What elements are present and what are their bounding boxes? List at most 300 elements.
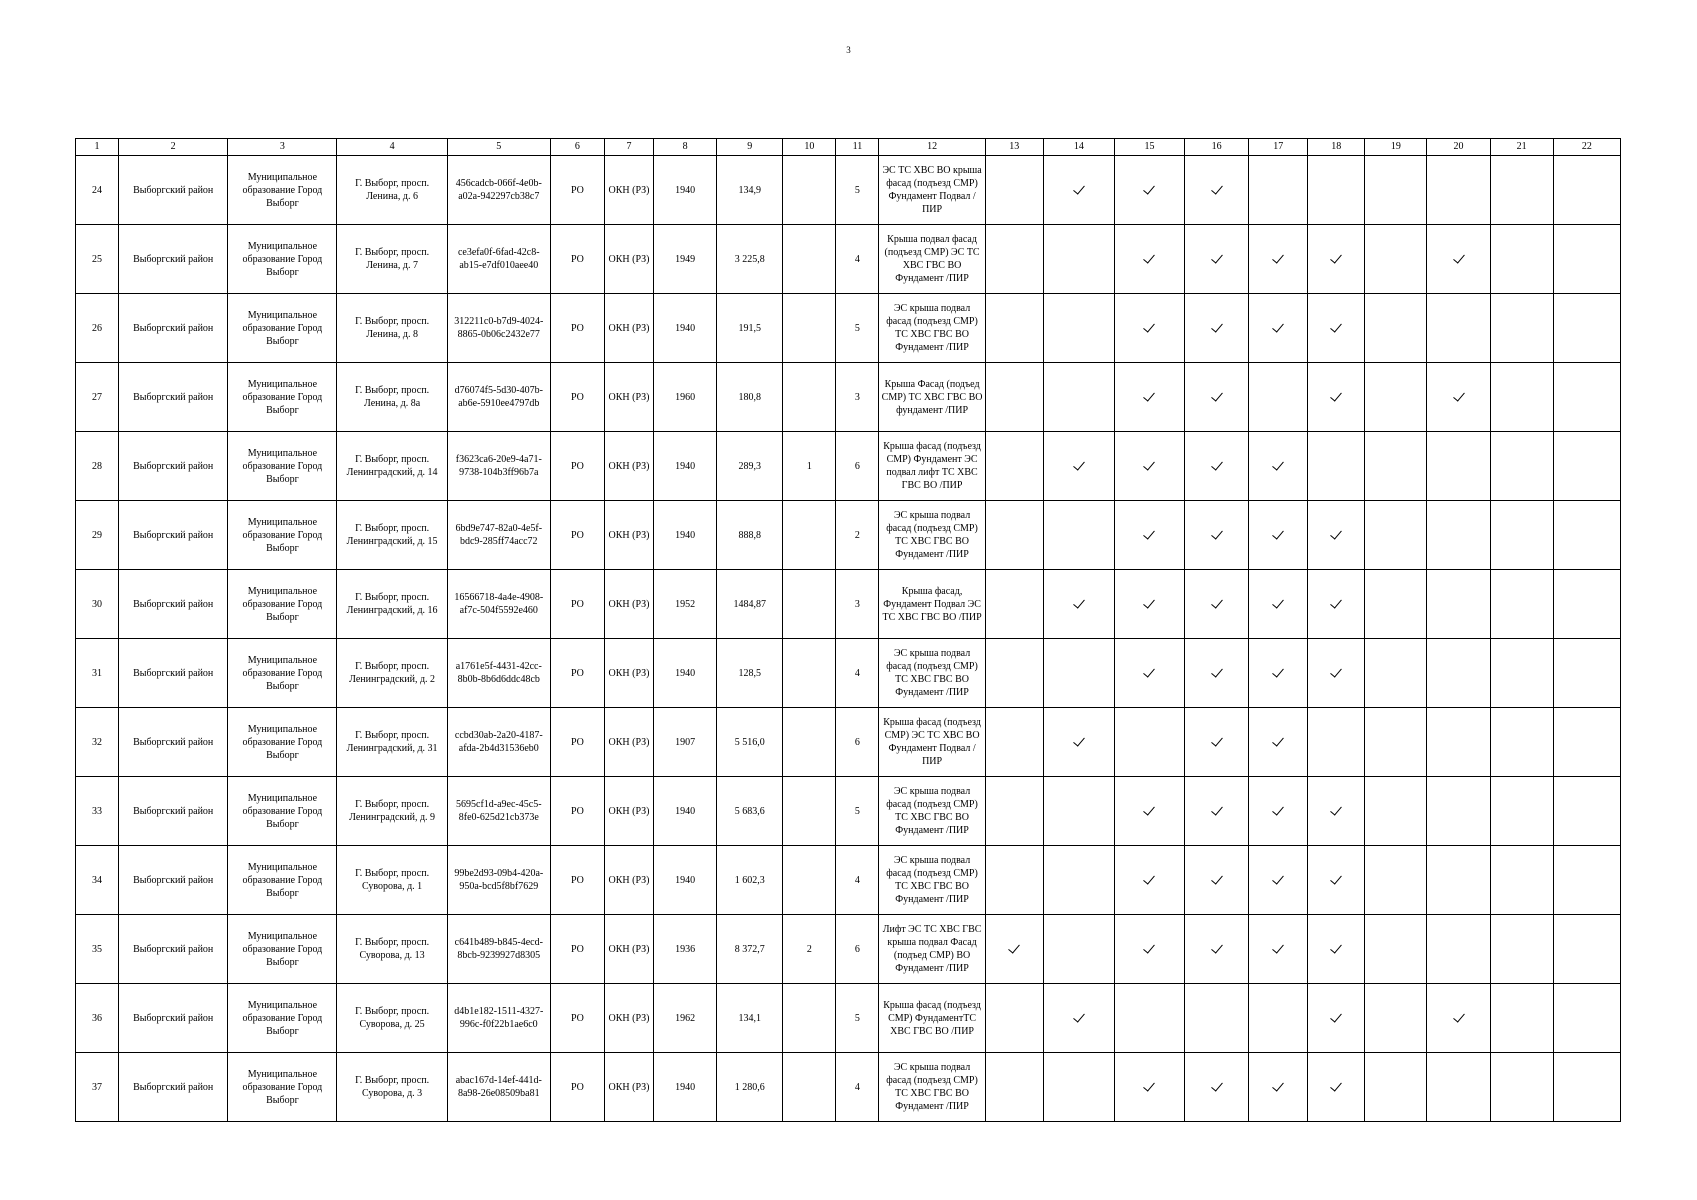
check-cell-col14 [1043, 294, 1114, 363]
check-cell-col21 [1490, 708, 1553, 777]
check-cell-col15 [1114, 708, 1184, 777]
check-cell-col19 [1365, 432, 1427, 501]
col10-cell: 2 [783, 915, 836, 984]
check-cell-col13 [985, 570, 1043, 639]
check-cell-col15 [1114, 570, 1184, 639]
check-cell-col13 [985, 984, 1043, 1053]
check-cell-col22 [1553, 1053, 1620, 1122]
col10-cell [783, 156, 836, 225]
checkmark-icon [1330, 320, 1342, 332]
table-row [76, 156, 1621, 225]
checkmark-icon [1453, 389, 1465, 401]
check-cell-col17 [1249, 1053, 1308, 1122]
district-cell: Выборгский район [119, 294, 228, 363]
row-number: 30 [76, 570, 119, 639]
col7-cell: ОКН (РЗ) [604, 984, 653, 1053]
column-header-17: 17 [1249, 139, 1308, 156]
checkmark-icon [1144, 872, 1156, 884]
col7-cell: ОКН (РЗ) [604, 846, 653, 915]
works-cell: ЭС крыша подвал фасад (подъезд СМР) ТС ХВС ГВС ВО Фундамент /ПИР [879, 846, 985, 915]
check-cell-col13 [985, 846, 1043, 915]
checkmark-icon [1272, 803, 1284, 815]
check-cell-col20 [1427, 570, 1490, 639]
check-cell-col20 [1427, 294, 1490, 363]
check-cell-col22 [1553, 846, 1620, 915]
check-cell-col14 [1043, 708, 1114, 777]
area-cell: 1 280,6 [717, 1053, 783, 1122]
col7-cell: ОКН (РЗ) [604, 363, 653, 432]
checkmark-icon [1272, 320, 1284, 332]
check-cell-col15 [1114, 639, 1184, 708]
check-cell-col15 [1114, 294, 1184, 363]
district-cell: Выборгский район [119, 846, 228, 915]
check-cell-col18 [1308, 1053, 1365, 1122]
checkmark-icon [1272, 1079, 1284, 1091]
col7-cell: ОКН (РЗ) [604, 156, 653, 225]
check-cell-col16 [1185, 777, 1249, 846]
guid-cell: abac167d-14ef-441d-8a98-26e08509ba81 [447, 1053, 550, 1122]
check-cell-col17 [1249, 501, 1308, 570]
row-number: 32 [76, 708, 119, 777]
area-cell: 1484,87 [717, 570, 783, 639]
checkmark-icon [1008, 941, 1020, 953]
checkmark-icon [1211, 941, 1223, 953]
check-cell-col22 [1553, 156, 1620, 225]
col11-cell: 5 [836, 156, 879, 225]
area-cell: 5 516,0 [717, 708, 783, 777]
address-cell: Г. Выборг, просп. Ленина, д. 6 [337, 156, 447, 225]
check-cell-col18 [1308, 846, 1365, 915]
address-cell: Г. Выборг, просп. Суворова, д. 1 [337, 846, 447, 915]
check-cell-col14 [1043, 363, 1114, 432]
check-cell-col16 [1185, 846, 1249, 915]
checkmark-icon [1144, 665, 1156, 677]
works-cell: Крыша подвал фасад (подъезд СМР) ЭС ТС ХВС ГВС ВО Фундамент /ПИР [879, 225, 985, 294]
row-number: 31 [76, 639, 119, 708]
guid-cell: ccbd30ab-2a20-4187-afda-2b4d31536eb0 [447, 708, 550, 777]
col7-cell: ОКН (РЗ) [604, 225, 653, 294]
check-cell-col16 [1185, 501, 1249, 570]
check-cell-col15 [1114, 501, 1184, 570]
row-number: 35 [76, 915, 119, 984]
checkmark-icon [1211, 803, 1223, 815]
col10-cell [783, 639, 836, 708]
checkmark-icon [1211, 182, 1223, 194]
area-cell: 8 372,7 [717, 915, 783, 984]
works-cell: Крыша фасад (подъезд СМР) ЭС ТС ХВС ВО Фундамент Подвал /ПИР [879, 708, 985, 777]
guid-cell: 99be2d93-09b4-420a-950a-bcd5f8bf7629 [447, 846, 550, 915]
check-cell-col21 [1490, 501, 1553, 570]
area-cell: 1 602,3 [717, 846, 783, 915]
checkmark-icon [1211, 527, 1223, 539]
checkmark-icon [1330, 251, 1342, 263]
address-cell: Г. Выборг, просп. Суворова, д. 25 [337, 984, 447, 1053]
check-cell-col21 [1490, 156, 1553, 225]
row-number: 24 [76, 156, 119, 225]
col6-cell: РО [550, 639, 604, 708]
check-cell-col22 [1553, 432, 1620, 501]
check-cell-col16 [1185, 570, 1249, 639]
district-cell: Выборгский район [119, 156, 228, 225]
check-cell-col19 [1365, 984, 1427, 1053]
check-cell-col20 [1427, 639, 1490, 708]
check-cell-col21 [1490, 363, 1553, 432]
col7-cell: ОКН (РЗ) [604, 432, 653, 501]
check-cell-col17 [1249, 846, 1308, 915]
check-cell-col19 [1365, 156, 1427, 225]
table-row [76, 432, 1621, 501]
check-cell-col13 [985, 915, 1043, 984]
check-cell-col19 [1365, 639, 1427, 708]
check-cell-col18 [1308, 777, 1365, 846]
check-cell-col18 [1308, 363, 1365, 432]
check-cell-col17 [1249, 294, 1308, 363]
col6-cell: РО [550, 846, 604, 915]
check-cell-col19 [1365, 915, 1427, 984]
check-cell-col14 [1043, 846, 1114, 915]
checkmark-icon [1211, 320, 1223, 332]
address-cell: Г. Выборг, просп. Ленина, д. 7 [337, 225, 447, 294]
check-cell-col21 [1490, 570, 1553, 639]
check-cell-col19 [1365, 1053, 1427, 1122]
checkmark-icon [1272, 251, 1284, 263]
table-row [76, 708, 1621, 777]
table-row [76, 570, 1621, 639]
check-cell-col22 [1553, 225, 1620, 294]
checkmark-icon [1453, 251, 1465, 263]
checkmark-icon [1211, 872, 1223, 884]
guid-cell: 312211c0-b7d9-4024-8865-0b06c2432e77 [447, 294, 550, 363]
col10-cell [783, 1053, 836, 1122]
guid-cell: 6bd9e747-82a0-4e5f-bdc9-285ff74acc72 [447, 501, 550, 570]
col11-cell: 4 [836, 225, 879, 294]
col6-cell: РО [550, 156, 604, 225]
column-header-12: 12 [879, 139, 985, 156]
column-header-19: 19 [1365, 139, 1427, 156]
check-cell-col13 [985, 708, 1043, 777]
check-cell-col14 [1043, 1053, 1114, 1122]
checkmark-icon [1144, 1079, 1156, 1091]
checkmark-icon [1211, 1079, 1223, 1091]
col11-cell: 4 [836, 1053, 879, 1122]
col6-cell: РО [550, 225, 604, 294]
checkmark-icon [1073, 182, 1085, 194]
checkmark-icon [1144, 941, 1156, 953]
check-cell-col21 [1490, 984, 1553, 1053]
col7-cell: ОКН (РЗ) [604, 570, 653, 639]
row-number: 25 [76, 225, 119, 294]
col11-cell: 3 [836, 363, 879, 432]
table-row [76, 225, 1621, 294]
district-cell: Выборгский район [119, 639, 228, 708]
check-cell-col13 [985, 363, 1043, 432]
guid-cell: 16566718-4a4e-4908-af7c-504f5592e460 [447, 570, 550, 639]
checkmark-icon [1073, 734, 1085, 746]
guid-cell: a1761e5f-4431-42cc-8b0b-8b6d6ddc48cb [447, 639, 550, 708]
column-header-13: 13 [985, 139, 1043, 156]
check-cell-col15 [1114, 984, 1184, 1053]
column-header-2: 2 [119, 139, 228, 156]
column-header-4: 4 [337, 139, 447, 156]
checkmark-icon [1330, 1079, 1342, 1091]
district-cell: Выборгский район [119, 501, 228, 570]
guid-cell: ce3efa0f-6fad-42c8-ab15-e7df010aee40 [447, 225, 550, 294]
guid-cell: c641b489-b845-4ecd-8bcb-9239927d8305 [447, 915, 550, 984]
check-cell-col20 [1427, 225, 1490, 294]
column-header-20: 20 [1427, 139, 1490, 156]
check-cell-col14 [1043, 501, 1114, 570]
col10-cell [783, 501, 836, 570]
guid-cell: d76074f5-5d30-407b-ab6e-5910ee4797db [447, 363, 550, 432]
check-cell-col13 [985, 639, 1043, 708]
checkmark-icon [1330, 1010, 1342, 1022]
year-cell: 1960 [654, 363, 717, 432]
checkmark-icon [1272, 941, 1284, 953]
checkmark-icon [1330, 596, 1342, 608]
check-cell-col15 [1114, 846, 1184, 915]
col10-cell [783, 294, 836, 363]
municipality-cell: Муниципальное образование Город Выборг [228, 1053, 337, 1122]
check-cell-col22 [1553, 501, 1620, 570]
check-cell-col17 [1249, 432, 1308, 501]
check-cell-col21 [1490, 777, 1553, 846]
guid-cell: 5695cf1d-a9ec-45c5-8fe0-625d21cb373e [447, 777, 550, 846]
col6-cell: РО [550, 501, 604, 570]
check-cell-col19 [1365, 225, 1427, 294]
column-header-22: 22 [1553, 139, 1620, 156]
checkmark-icon [1144, 182, 1156, 194]
check-cell-col18 [1308, 708, 1365, 777]
row-number: 37 [76, 1053, 119, 1122]
district-cell: Выборгский район [119, 915, 228, 984]
col11-cell: 4 [836, 846, 879, 915]
check-cell-col22 [1553, 984, 1620, 1053]
municipality-cell: Муниципальное образование Город Выборг [228, 294, 337, 363]
col10-cell [783, 846, 836, 915]
check-cell-col17 [1249, 225, 1308, 294]
guid-cell: 456cadcb-066f-4e0b-a02a-942297cb38c7 [447, 156, 550, 225]
municipality-cell: Муниципальное образование Город Выборг [228, 225, 337, 294]
check-cell-col20 [1427, 846, 1490, 915]
check-cell-col15 [1114, 156, 1184, 225]
check-cell-col13 [985, 156, 1043, 225]
column-header-6: 6 [550, 139, 604, 156]
check-cell-col21 [1490, 225, 1553, 294]
checkmark-icon [1144, 596, 1156, 608]
check-cell-col19 [1365, 570, 1427, 639]
municipality-cell: Муниципальное образование Город Выборг [228, 984, 337, 1053]
check-cell-col20 [1427, 363, 1490, 432]
row-number: 28 [76, 432, 119, 501]
col6-cell: РО [550, 915, 604, 984]
checkmark-icon [1073, 458, 1085, 470]
row-number: 29 [76, 501, 119, 570]
col11-cell: 6 [836, 915, 879, 984]
table-row [76, 639, 1621, 708]
column-header-7: 7 [604, 139, 653, 156]
col11-cell: 3 [836, 570, 879, 639]
col6-cell: РО [550, 984, 604, 1053]
col7-cell: ОКН (РЗ) [604, 777, 653, 846]
checkmark-icon [1144, 803, 1156, 815]
check-cell-col16 [1185, 432, 1249, 501]
check-cell-col18 [1308, 501, 1365, 570]
district-cell: Выборгский район [119, 984, 228, 1053]
check-cell-col15 [1114, 1053, 1184, 1122]
checkmark-icon [1272, 596, 1284, 608]
year-cell: 1940 [654, 846, 717, 915]
col11-cell: 4 [836, 639, 879, 708]
table-row [76, 846, 1621, 915]
checkmark-icon [1144, 458, 1156, 470]
municipality-cell: Муниципальное образование Город Выборг [228, 777, 337, 846]
municipality-cell: Муниципальное образование Город Выборг [228, 708, 337, 777]
year-cell: 1952 [654, 570, 717, 639]
column-header-18: 18 [1308, 139, 1365, 156]
area-cell: 5 683,6 [717, 777, 783, 846]
year-cell: 1940 [654, 639, 717, 708]
checkmark-icon [1211, 251, 1223, 263]
check-cell-col22 [1553, 915, 1620, 984]
col6-cell: РО [550, 432, 604, 501]
check-cell-col17 [1249, 156, 1308, 225]
municipality-cell: Муниципальное образование Город Выборг [228, 846, 337, 915]
area-cell: 3 225,8 [717, 225, 783, 294]
col10-cell [783, 225, 836, 294]
column-header-3: 3 [228, 139, 337, 156]
checkmark-icon [1272, 527, 1284, 539]
check-cell-col15 [1114, 363, 1184, 432]
municipality-cell: Муниципальное образование Город Выборг [228, 501, 337, 570]
works-cell: ЭС ТС ХВС ВО крыша фасад (подъезд СМР) Фундамент Подвал /ПИР [879, 156, 985, 225]
check-cell-col13 [985, 432, 1043, 501]
municipality-cell: Муниципальное образование Город Выборг [228, 156, 337, 225]
table-row [76, 984, 1621, 1053]
col11-cell: 5 [836, 984, 879, 1053]
col7-cell: ОКН (РЗ) [604, 639, 653, 708]
checkmark-icon [1272, 872, 1284, 884]
check-cell-col20 [1427, 1053, 1490, 1122]
guid-cell: f3623ca6-20e9-4a71-9738-104b3ff96b7a [447, 432, 550, 501]
check-cell-col18 [1308, 225, 1365, 294]
address-cell: Г. Выборг, просп. Ленинградский, д. 31 [337, 708, 447, 777]
year-cell: 1936 [654, 915, 717, 984]
checkmark-icon [1144, 320, 1156, 332]
check-cell-col16 [1185, 708, 1249, 777]
check-cell-col13 [985, 1053, 1043, 1122]
page-number: 3 [846, 45, 851, 55]
municipality-cell: Муниципальное образование Город Выборг [228, 915, 337, 984]
works-cell: Крыша фасад (подъезд СМР) Фундамент ЭС подвал лифт ТС ХВС ГВС ВО /ПИР [879, 432, 985, 501]
col11-cell: 6 [836, 708, 879, 777]
check-cell-col18 [1308, 432, 1365, 501]
col10-cell [783, 984, 836, 1053]
year-cell: 1962 [654, 984, 717, 1053]
check-cell-col17 [1249, 984, 1308, 1053]
col6-cell: РО [550, 777, 604, 846]
col6-cell: РО [550, 708, 604, 777]
check-cell-col17 [1249, 915, 1308, 984]
col10-cell: 1 [783, 432, 836, 501]
check-cell-col20 [1427, 156, 1490, 225]
works-cell: ЭС крыша подвал фасад (подъезд СМР) ТС ХВС ГВС ВО Фундамент /ПИР [879, 294, 985, 363]
check-cell-col15 [1114, 777, 1184, 846]
column-header-1: 1 [76, 139, 119, 156]
check-cell-col14 [1043, 225, 1114, 294]
year-cell: 1940 [654, 1053, 717, 1122]
check-cell-col13 [985, 501, 1043, 570]
check-cell-col20 [1427, 777, 1490, 846]
header-row [76, 139, 1621, 156]
year-cell: 1949 [654, 225, 717, 294]
municipality-cell: Муниципальное образование Город Выборг [228, 639, 337, 708]
check-cell-col20 [1427, 915, 1490, 984]
address-cell: Г. Выборг, просп. Ленинградский, д. 16 [337, 570, 447, 639]
works-cell: ЭС крыша подвал фасад (подъезд СМР) ТС ХВС ГВС ВО Фундамент /ПИР [879, 501, 985, 570]
check-cell-col21 [1490, 639, 1553, 708]
check-cell-col17 [1249, 639, 1308, 708]
address-cell: Г. Выборг, просп. Суворова, д. 13 [337, 915, 447, 984]
column-header-14: 14 [1043, 139, 1114, 156]
col7-cell: ОКН (РЗ) [604, 1053, 653, 1122]
check-cell-col16 [1185, 1053, 1249, 1122]
area-cell: 289,3 [717, 432, 783, 501]
address-cell: Г. Выборг, просп. Ленинградский, д. 9 [337, 777, 447, 846]
check-cell-col13 [985, 225, 1043, 294]
guid-cell: d4b1e182-1511-4327-996c-f0f22b1ae6c0 [447, 984, 550, 1053]
check-cell-col21 [1490, 915, 1553, 984]
check-cell-col17 [1249, 570, 1308, 639]
check-cell-col19 [1365, 846, 1427, 915]
checkmark-icon [1211, 458, 1223, 470]
col10-cell [783, 708, 836, 777]
checkmark-icon [1330, 527, 1342, 539]
area-cell: 191,5 [717, 294, 783, 363]
district-cell: Выборгский район [119, 777, 228, 846]
col11-cell: 5 [836, 777, 879, 846]
row-number: 33 [76, 777, 119, 846]
works-cell: ЭС крыша подвал фасад (подъезд СМР) ТС ХВС ГВС ВО Фундамент /ПИР [879, 777, 985, 846]
checkmark-icon [1272, 458, 1284, 470]
checkmark-icon [1211, 389, 1223, 401]
col6-cell: РО [550, 294, 604, 363]
checkmark-icon [1272, 665, 1284, 677]
check-cell-col22 [1553, 363, 1620, 432]
checkmark-icon [1330, 803, 1342, 815]
check-cell-col14 [1043, 777, 1114, 846]
address-cell: Г. Выборг, просп. Ленинградский, д. 14 [337, 432, 447, 501]
check-cell-col16 [1185, 984, 1249, 1053]
col10-cell [783, 777, 836, 846]
checkmark-icon [1211, 665, 1223, 677]
column-header-11: 11 [836, 139, 879, 156]
row-number: 26 [76, 294, 119, 363]
district-cell: Выборгский район [119, 363, 228, 432]
checkmark-icon [1211, 734, 1223, 746]
check-cell-col15 [1114, 432, 1184, 501]
check-cell-col22 [1553, 639, 1620, 708]
checkmark-icon [1073, 596, 1085, 608]
col7-cell: ОКН (РЗ) [604, 501, 653, 570]
check-cell-col20 [1427, 708, 1490, 777]
municipality-cell: Муниципальное образование Город Выборг [228, 432, 337, 501]
checkmark-icon [1144, 527, 1156, 539]
check-cell-col19 [1365, 501, 1427, 570]
col11-cell: 5 [836, 294, 879, 363]
table-row [76, 915, 1621, 984]
check-cell-col13 [985, 777, 1043, 846]
column-header-10: 10 [783, 139, 836, 156]
